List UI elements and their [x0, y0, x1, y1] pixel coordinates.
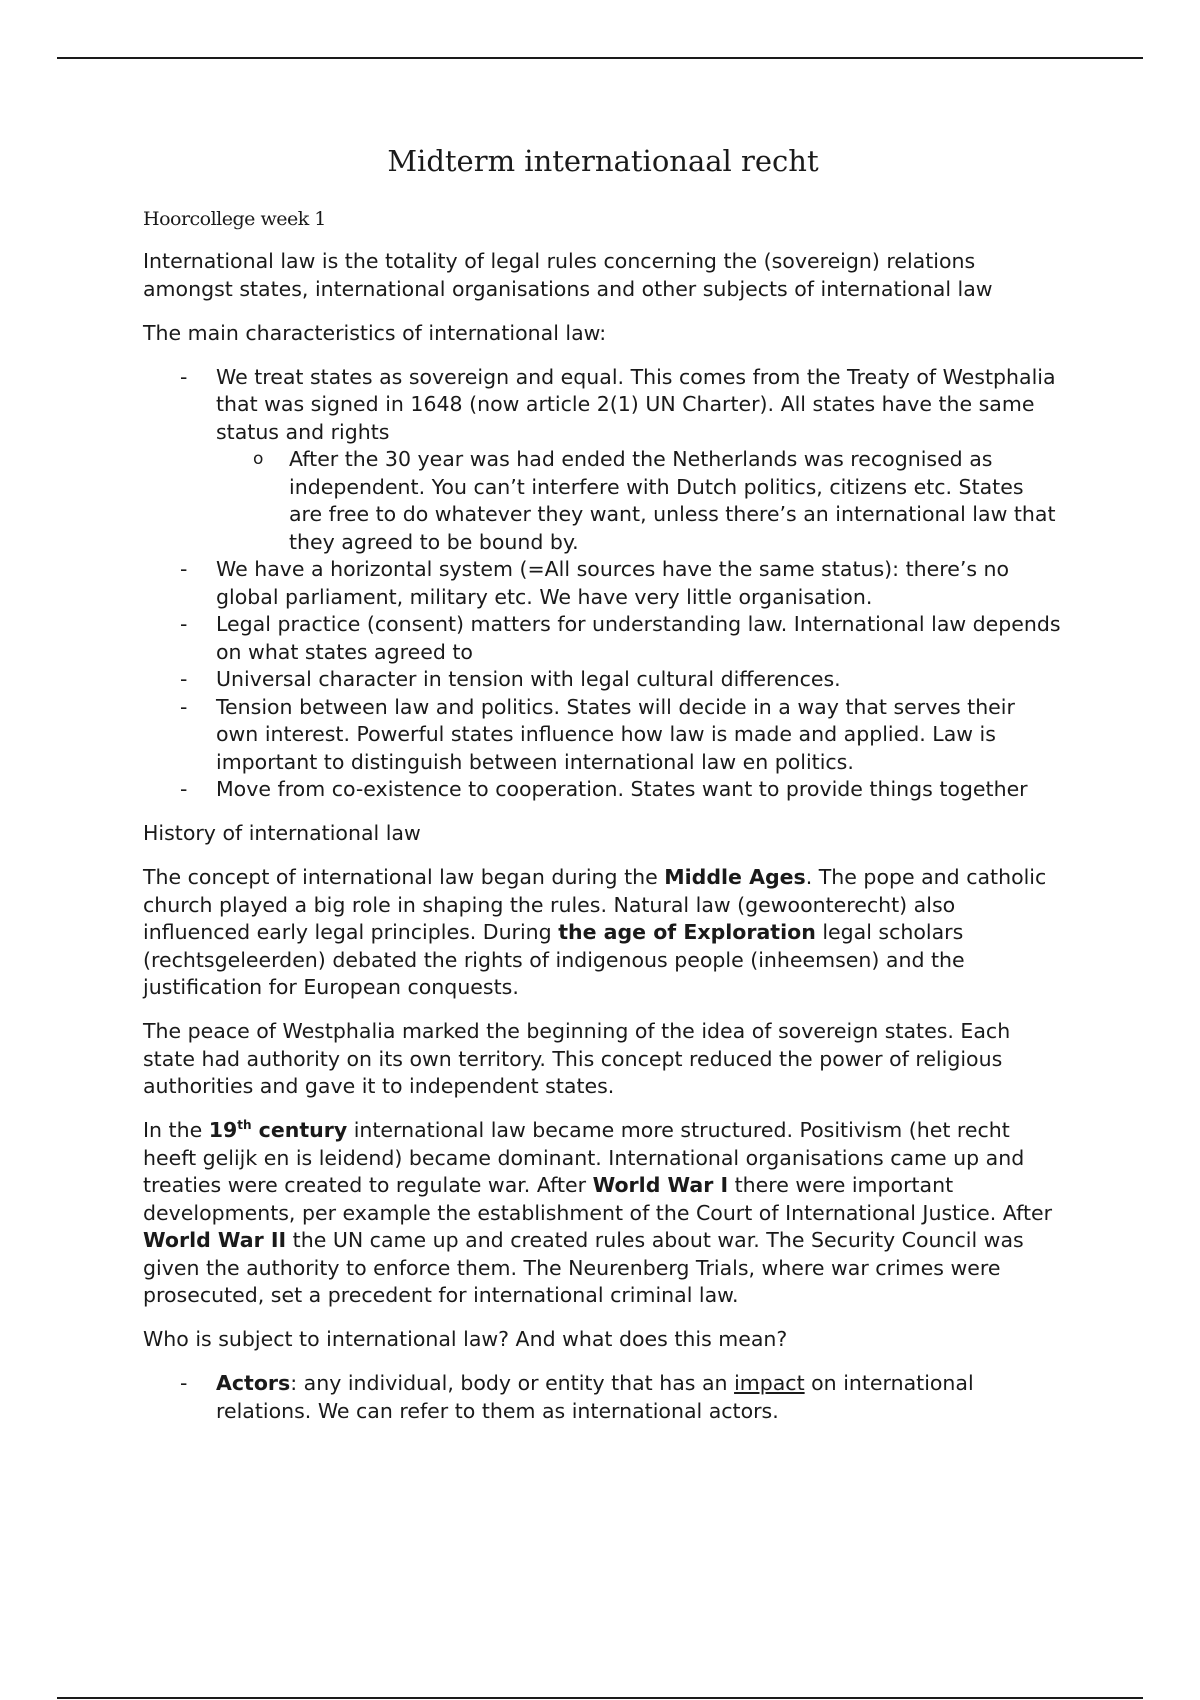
bold-term: World War I — [592, 1173, 729, 1197]
lecture-subheading: Hoorcollege week 1 — [143, 208, 326, 230]
list-item — [180, 776, 1063, 804]
list-item-text: We treat states as sovereign and equal. This comes from the Treaty of Westphalia that was signed in 1648 (now article 2(1) UN Charter). All states have the same status and rights — [216, 364, 1056, 444]
bold-term: Actors — [216, 1371, 291, 1395]
dash-bullet: - — [180, 612, 188, 636]
list-item — [180, 364, 1063, 557]
text-run: there were important developments, per example the establishment of the Court of International Justice. After — [143, 1173, 1053, 1225]
text-run: the UN came up and created rules about war. The Security Council was given the authority to enforce them. The Neurenberg Trials, where war crimes were prosecuted, set a precedent for international criminal law. — [143, 1228, 1024, 1307]
list-item — [180, 694, 1063, 777]
text-run: In the — [143, 1118, 209, 1142]
list-item — [180, 611, 1063, 666]
history-paragraph-3 — [143, 1117, 1063, 1310]
list-item-text: Universal character in tension with legal cultural differences. — [216, 667, 841, 691]
sub-list-item-text: After the 30 year was had ended the Netherlands was recognised as independent. You can’t interfere with Dutch politics, citizens etc. States are free to do whatever they want, unless there’s an international law that they agreed to be bound by. — [289, 447, 1056, 554]
history-heading: History of international law — [143, 821, 421, 845]
text-run: . The pope and catholic church played a big role in shaping the rules. Natural law (gewoonterecht) also influenced early legal principles. During — [143, 865, 1047, 944]
intro-paragraph: International law is the totality of legal rules concerning the (sovereign) relations amongst states, international organisations and other subjects of international law — [143, 249, 993, 301]
list-item — [180, 666, 1063, 694]
list-item — [180, 1370, 1063, 1425]
bold-term — [209, 1118, 347, 1142]
text-run: legal scholars (rechtsgeleerden) debated the rights of indigenous people (inheemsen) and the justification for European conquests. — [143, 920, 965, 999]
dash-bullet: - — [180, 364, 188, 389]
list-item-text: Tension between law and politics. States will decide in a way that serves their own interest. Powerful states influence how law is made and applied. Law is important to distinguish between international law en politics. — [216, 694, 1015, 774]
subjects-heading: Who is subject to international law? And what does this mean? — [143, 1327, 788, 1351]
text-run: The concept of international law began during the — [143, 865, 665, 889]
dash-bullet: - — [180, 694, 188, 719]
century-word: century — [251, 1118, 348, 1142]
ordinal-suffix: th — [237, 1118, 252, 1133]
dash-bullet: - — [180, 557, 188, 581]
history-paragraph-2: The peace of Westphalia marked the beginning of the idea of sovereign states. Each state had authority on its own territory. This concept reduced the power of religious authorities and gave it to independent states. — [143, 1019, 1011, 1098]
characteristics-heading: The main characteristics of international law: — [143, 320, 607, 345]
text-run: on international relations. We can refer to them as international actors. — [216, 1371, 974, 1423]
circle-bullet: o — [253, 449, 264, 469]
document-page — [143, 140, 1063, 1442]
dash-bullet: - — [180, 777, 188, 801]
list-item-text: Legal practice (consent) matters for understanding law. International law depends on what states agreed to — [216, 612, 1061, 664]
header-rule — [57, 57, 1143, 59]
sub-list-item — [253, 446, 1063, 556]
list-item-text: We have a horizontal system (=All sources have the same status): there’s no global parliament, military etc. We have very little organisation. — [216, 557, 1010, 609]
bold-term: Middle Ages — [664, 865, 806, 889]
bold-term: World War II — [143, 1228, 287, 1252]
list-item — [180, 556, 1063, 611]
characteristics-list — [143, 364, 1063, 804]
sub-list — [216, 446, 1063, 556]
text-run: : any individual, body or entity that has an — [290, 1371, 735, 1395]
underlined-term: impact — [734, 1371, 805, 1395]
century-number: 19 — [208, 1118, 238, 1142]
subjects-list — [143, 1370, 1063, 1425]
text-run: international law became more structured. Positivism (het recht heeft gelijk en is leidend) became dominant. International organisations came up and treaties were created to regulate war. After — [143, 1118, 1025, 1197]
dash-bullet: - — [180, 1371, 188, 1395]
dash-bullet: - — [180, 667, 188, 691]
document-title: Midterm internationaal recht — [387, 144, 819, 178]
history-paragraph-1 — [143, 864, 1063, 1002]
bold-term: the age of Exploration — [558, 920, 816, 944]
list-item-text: Move from co-existence to cooperation. States want to provide things together — [216, 777, 1028, 801]
footer-rule — [57, 1697, 1143, 1699]
